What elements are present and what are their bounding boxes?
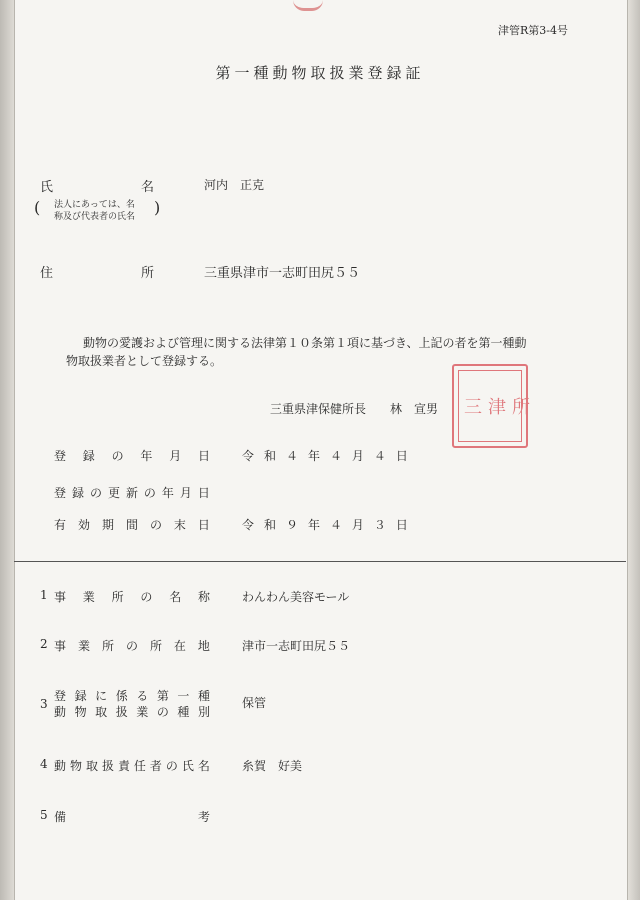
responsible-person-label: 動 物 取 扱 責 任 者 の 氏 名 bbox=[54, 759, 210, 773]
certificate-title: 第一種動物取扱業登録証 bbox=[215, 64, 425, 82]
expiry-date-value: 令 和 ９ 年 ４ 月 ３ 日 bbox=[242, 518, 408, 532]
name-label: 氏 名 bbox=[40, 180, 154, 195]
registration-date-value: 令 和 ４ 年 ４ 月 ４ 日 bbox=[242, 449, 408, 463]
detail-number: 3 bbox=[40, 697, 48, 711]
address-label: 住 所 bbox=[40, 266, 154, 281]
form-number: 津管R第3-4号 bbox=[498, 24, 568, 37]
seal-char: 三 bbox=[461, 397, 482, 415]
business-name-label: 事 業 所 の 名 称 bbox=[54, 590, 210, 604]
paren-open-icon: ( bbox=[34, 198, 41, 217]
remarks-label: 備 考 bbox=[54, 810, 210, 824]
statement-line-1: 動物の愛護および管理に関する法律第１０条第１項に基づき、上記の者を第一種動 bbox=[83, 336, 527, 350]
frame-edge-right bbox=[628, 0, 640, 900]
business-type-label-line-1: 登 録 に 係 る 第 一 種 bbox=[54, 689, 210, 703]
official-seal bbox=[452, 364, 528, 448]
seal-inner bbox=[458, 370, 530, 442]
statement-line-2: 物取扱業者として登録する。 bbox=[66, 354, 223, 368]
detail-number: 5 bbox=[40, 808, 48, 822]
seal-char: 津 bbox=[485, 397, 506, 415]
expiry-date-label: 有 効 期 間 の 末 日 bbox=[54, 518, 210, 532]
detail-number: 4 bbox=[40, 757, 48, 771]
responsible-person-value: 糸賀 好美 bbox=[242, 759, 303, 773]
seal-char: 所 bbox=[509, 397, 530, 415]
detail-number: 1 bbox=[40, 588, 48, 602]
address-value: 三重県津市一志町田尻５５ bbox=[204, 266, 361, 281]
business-type-label-line-2: 動 物 取 扱 業 の 種 別 bbox=[54, 705, 210, 719]
name-label-note: 法人にあっては、名 称及び代表者の氏名 bbox=[54, 200, 136, 222]
registration-date-label: 登 録 の 年 月 日 bbox=[54, 449, 210, 463]
renewal-date-label: 登 録 の 更 新 の 年 月 日 bbox=[54, 486, 210, 500]
paren-close-icon: ) bbox=[154, 198, 161, 217]
business-location-label: 事 業 所 の 所 在 地 bbox=[54, 639, 210, 653]
business-type-value: 保管 bbox=[242, 696, 267, 710]
business-location-value: 津市一志町田尻５５ bbox=[242, 639, 351, 653]
frame-edge-left bbox=[0, 0, 14, 900]
issuer: 三重県津保健所長 林 宣男 bbox=[270, 402, 439, 416]
business-name-value: わんわん美容モール bbox=[242, 590, 350, 604]
name-value: 河内 正克 bbox=[204, 178, 265, 192]
section-divider bbox=[14, 561, 626, 562]
detail-number: 2 bbox=[40, 637, 48, 651]
